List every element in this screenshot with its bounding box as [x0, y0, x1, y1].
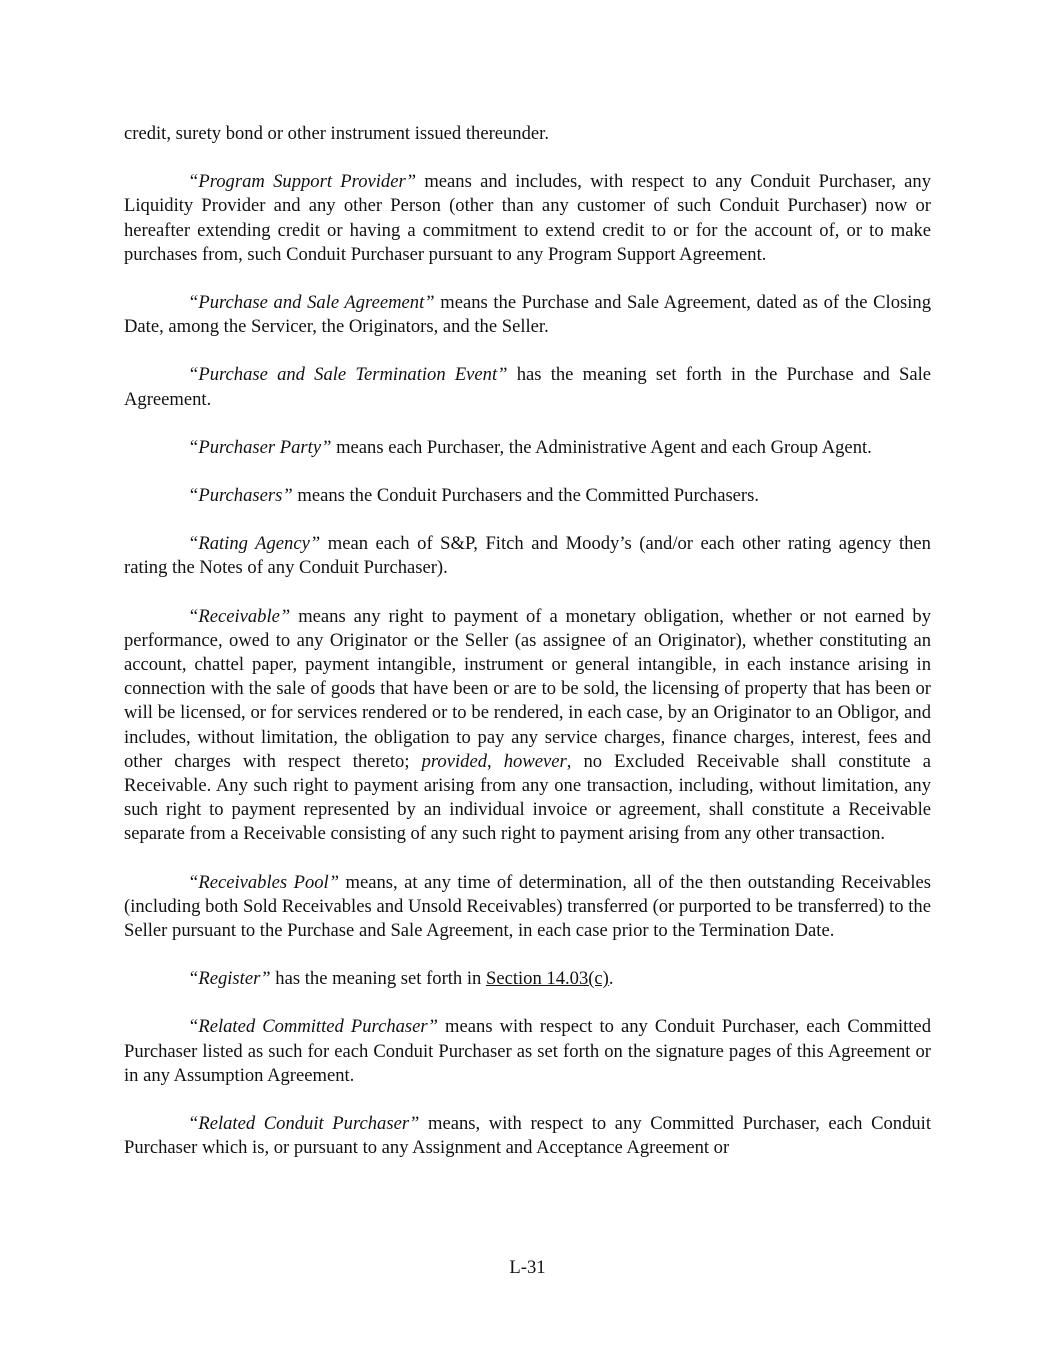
definition-text: means the Purchase and Sale Agreement, dated as of the Closing Date, among the Servicer, the Originators, and the Seller. [124, 292, 931, 338]
definition-program-support-provider [124, 170, 931, 267]
definition-text: means each Purchaser, the Administrative Agent and each Group Agent. [331, 436, 872, 458]
definition-purchaser-party [124, 436, 931, 460]
definition-text: , no Excluded Receivable shall constitute a Receivable. Any such right to payment arising from any one transaction, including, without limitation, any such right to payment represented by an individual invoice or agreement, shall constitute a Receivable separate from a Receivable consisting of any such right to payment arising from any other transaction. [124, 750, 932, 845]
page-number: L-31 [509, 1257, 546, 1278]
defined-term: “Rating Agency” [188, 533, 321, 555]
document-page [124, 122, 931, 1185]
definition-related-committed-purchaser [124, 1015, 931, 1088]
provided-italic: provided [421, 750, 487, 772]
defined-term: “Related Committed Purchaser” [188, 1016, 438, 1038]
definition-text: . [608, 968, 614, 990]
definition-purchase-and-sale-agreement [124, 291, 931, 339]
definition-text: has the meaning set forth in the Purchase and Sale Agreement. [124, 364, 932, 410]
definition-related-conduit-purchaser [124, 1112, 931, 1160]
defined-term: “Related Conduit Purchaser” [188, 1113, 420, 1135]
however-italic: however [503, 750, 567, 772]
defined-term: “Register” [188, 968, 271, 990]
definition-receivables-pool [124, 871, 931, 944]
definition-register [124, 967, 931, 991]
continuation-paragraph: credit, surety bond or other instrument issued thereunder. [124, 123, 549, 144]
definition-text: means and includes, with respect to any Conduit Purchaser, any Liquidity Provider and any other Person (other than any customer of such Conduit Purchaser) now or hereafter extending credit or having a commitment to extend credit to or for the account of, or to make purchases from, such Conduit Purchaser pursuant to any Program Support Agreement. [124, 171, 931, 265]
definition-purchase-and-sale-termination-event [124, 363, 931, 411]
defined-term: “Program Support Provider” [188, 171, 417, 193]
definition-receivable [124, 605, 931, 847]
definition-text: mean each of S&P, Fitch and Moody’s (and/or each other rating agency then rating the Notes of any Conduit Purchaser). [124, 533, 931, 579]
defined-term: “Purchase and Sale Agreement” [188, 292, 435, 314]
section-reference: Section 14.03(c) [485, 968, 609, 990]
definition-rating-agency [124, 532, 931, 580]
defined-term: “Receivable” [188, 605, 291, 627]
definition-text: means the Conduit Purchasers and the Committed Purchasers. [292, 485, 760, 507]
defined-term: “Purchaser Party” [188, 436, 332, 458]
definition-text: means with respect to any Conduit Purchaser, each Committed Purchaser listed as such for each Conduit Purchaser as set forth on the signature pages of this Agreement or in any Assumption Agreement. [124, 1016, 931, 1086]
definition-text: , [487, 750, 504, 772]
defined-term: “Purchasers” [188, 485, 293, 507]
defined-term: “Receivables Pool” [188, 871, 340, 893]
definition-text: means, at any time of determination, all of the then outstanding Receivables (including both Sold Receivables and Unsold Receivables) transferred (or purported to be transferred) to the Seller pursuant to the Purchase and Sale Agreement, in each case prior to the Termination Date. [124, 871, 931, 942]
definition-text: means any right to payment of a monetary obligation, whether or not earned by performance, owed to any Originator or the Seller (as assignee of an Originator), whether constituting an account, chattel paper, payment intangible, instrument or general intangible, in each instance arising in connection with the sale of goods that have been or are to be sold, the licensing of property that has been or will be licensed, or for services rendered or to be rendered, in each case, by an Originator to an Obligor, and includes, without limitation, the obligation to pay any service charges, finance charges, interest, fees and other charges with respect thereto; [124, 605, 931, 772]
definition-text: has the meaning set forth in [270, 968, 486, 990]
defined-term: “Purchase and Sale Termination Event” [188, 364, 508, 386]
definition-purchasers [124, 484, 931, 508]
definition-text: means, with respect to any Committed Purchaser, each Conduit Purchaser which is, or pursuant to any Assignment and Acceptance Agreement or [124, 1113, 931, 1159]
